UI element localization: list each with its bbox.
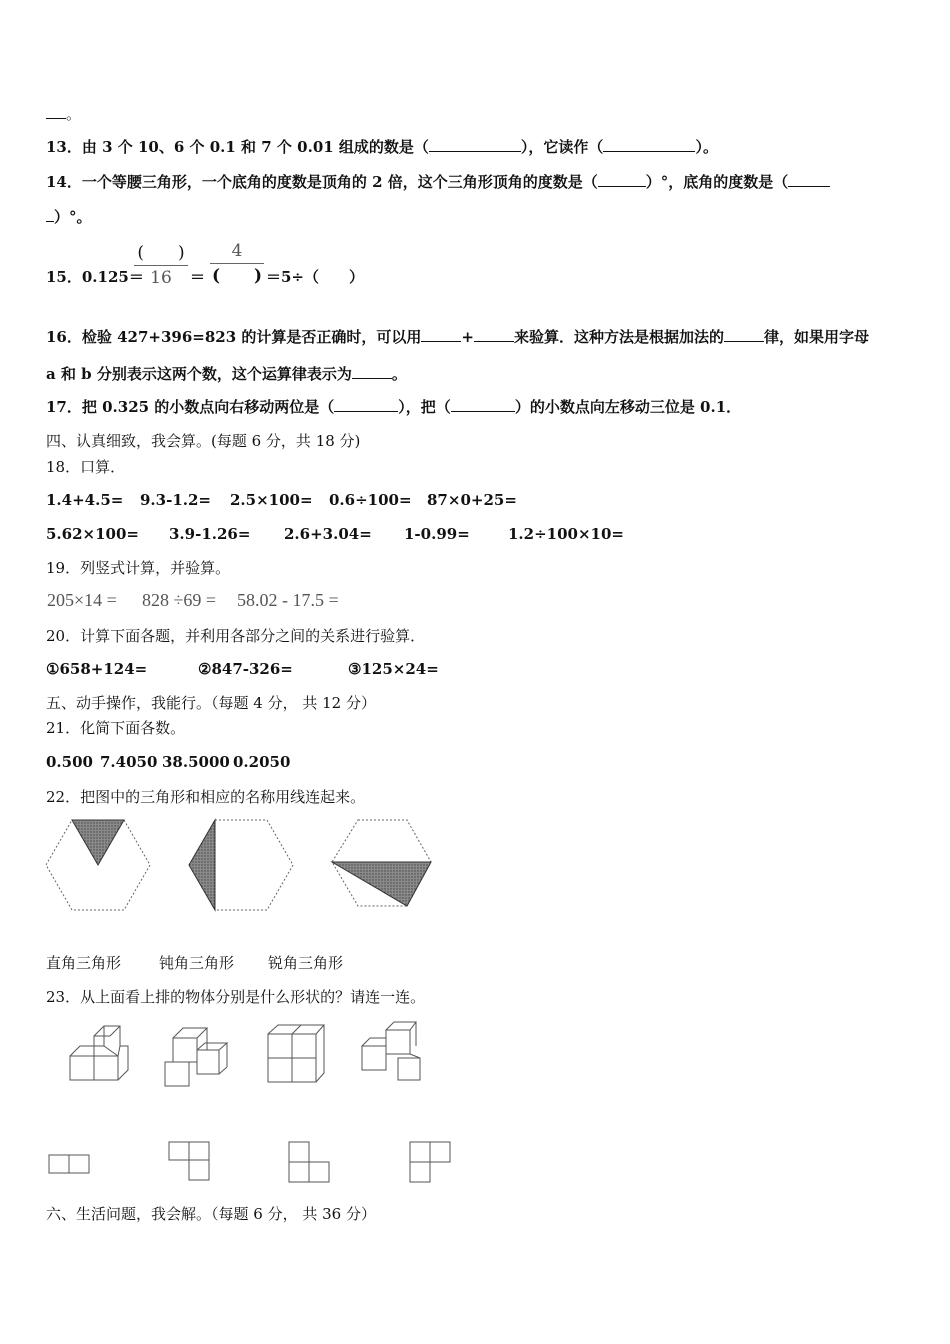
answer-blank[interactable] [352,364,392,379]
question-23-title: 23．从上面看上排的物体分别是什么形状的？请连一连。 [46,988,426,1006]
hexagon-3 [332,820,431,906]
section-6-title: 六、生活问题，我会解。（每题 6 分， 共 36 分） [46,1205,376,1223]
fraction-2-numerator: 4 [231,241,243,261]
question-21-title: 21．化简下面各数。 [46,719,186,737]
answer-blank[interactable] [334,397,398,412]
mental-calc-item: 5.62×100= [46,525,139,543]
name-right-triangle[interactable]: 直角三角形 [46,954,122,972]
mental-calc-item: 1.4+4.5= [46,491,124,509]
triangle-3[interactable] [332,862,431,906]
hexagon-2 [189,820,293,910]
mental-calc-item: 3.9-1.26= [169,525,251,543]
answer-blank[interactable] [788,172,830,187]
decimal-item: 38.5000 [162,753,230,771]
fraction-1-numerator[interactable]: ( ) [137,243,185,263]
triangle-2[interactable] [189,820,215,910]
mental-calc-item: 87×0+25= [427,491,517,509]
answer-blank[interactable] [474,327,514,342]
question-18-title: 18．口算． [46,458,126,476]
question-14-line2: ）°。 [46,207,92,227]
fraction-1-denominator: 16 [150,268,172,288]
vertical-calc-item: 828 ÷69 = [142,590,217,610]
mental-calc-item: 2.5×100= [230,491,313,509]
answer-blank[interactable] [603,137,695,152]
hexagon-1-figure[interactable] [46,820,150,910]
mental-calc-item: 0.6÷100= [329,491,412,509]
answer-blank[interactable] [451,397,515,412]
q12-tail: 。 [46,104,81,124]
answer-blank[interactable] [429,137,521,152]
calc-item: ①658+124= [46,660,148,678]
section-4-title: 四、认真细致，我会算。(每题 6 分，共 18 分) [46,432,361,450]
cube-stack-4[interactable] [362,1022,420,1080]
cube-stack-1[interactable] [70,1026,128,1080]
question-15-end: ＝5÷（ ） [266,268,365,286]
answer-blank[interactable] [724,327,764,342]
answer-blank[interactable] [598,172,646,187]
decimal-item: 0.2050 [233,753,291,771]
question-17: 17．把 0.325 的小数点向右移动两位是（ ），把（ ）的小数点向左移动三位是 0.1． [46,398,742,416]
answer-blank[interactable] [421,327,461,342]
name-acute-triangle[interactable]: 锐角三角形 [268,954,344,972]
answer-blank[interactable] [46,207,54,222]
triangle-1[interactable] [72,820,124,865]
decimal-item: 0.500 [46,753,93,771]
section-5-title: 五、动手操作，我能行。（每题 4 分， 共 12 分） [46,694,376,712]
question-16-line2: a 和 b 分别表示这两个数，这个运算律表示为 。 [46,365,407,383]
top-view-2[interactable] [169,1142,209,1180]
answer-blank[interactable] [46,104,66,119]
question-13: 13．由 3 个 10、6 个 0.1 和 7 个 0.01 组成的数是（ ），它读作（ ）。 [46,138,718,156]
top-view-3[interactable] [289,1142,329,1182]
question-16: 16．检验 427+396=823 的计算是否正确时，可以用 + 来验算．这种方法是根据加法的 律，如果用字母 [46,328,869,346]
calc-item: ③125×24= [348,660,439,678]
name-obtuse-triangle[interactable]: 钝角三角形 [159,954,235,972]
cube-stack-3[interactable] [268,1025,324,1082]
top-view-1[interactable] [49,1155,89,1173]
calc-item: ②847-326= [198,660,293,678]
mental-calc-item: 2.6+3.04= [284,525,372,543]
hexagon-2-figure[interactable] [189,820,293,910]
fraction-2 [210,241,264,286]
hexagon-3-figure[interactable] [332,820,431,906]
top-view-4[interactable] [410,1142,450,1182]
hexagon-1 [46,820,150,910]
mental-calc-item: 1.2÷100×10= [508,525,624,543]
question-15-prefix: 15．0.125＝ [46,268,144,286]
fraction-1 [134,243,188,288]
vertical-calc-item: 205×14 = [47,590,117,610]
question-19-title: 19．列竖式计算，并验算。 [46,559,231,577]
fraction-2-denominator[interactable]: ( ) [211,266,263,286]
question-22-title: 22．把图中的三角形和相应的名称用线连起来。 [46,788,366,806]
equals-sign: ＝ [190,268,206,286]
question-20-title: 20．计算下面各题，并利用各部分之间的关系进行验算． [46,627,426,645]
decimal-item: 7.4050 [100,753,158,771]
mental-calc-item: 9.3-1.2= [140,491,211,509]
question-14: 14．一个等腰三角形，一个底角的度数是顶角的 2 倍，这个三角形顶角的度数是（ ）°，底角的度数是（ [46,172,830,192]
cube-stack-2[interactable] [165,1028,227,1086]
vertical-calc-item: 58.02 - 17.5 = [237,590,339,610]
mental-calc-item: 1-0.99= [404,525,470,543]
